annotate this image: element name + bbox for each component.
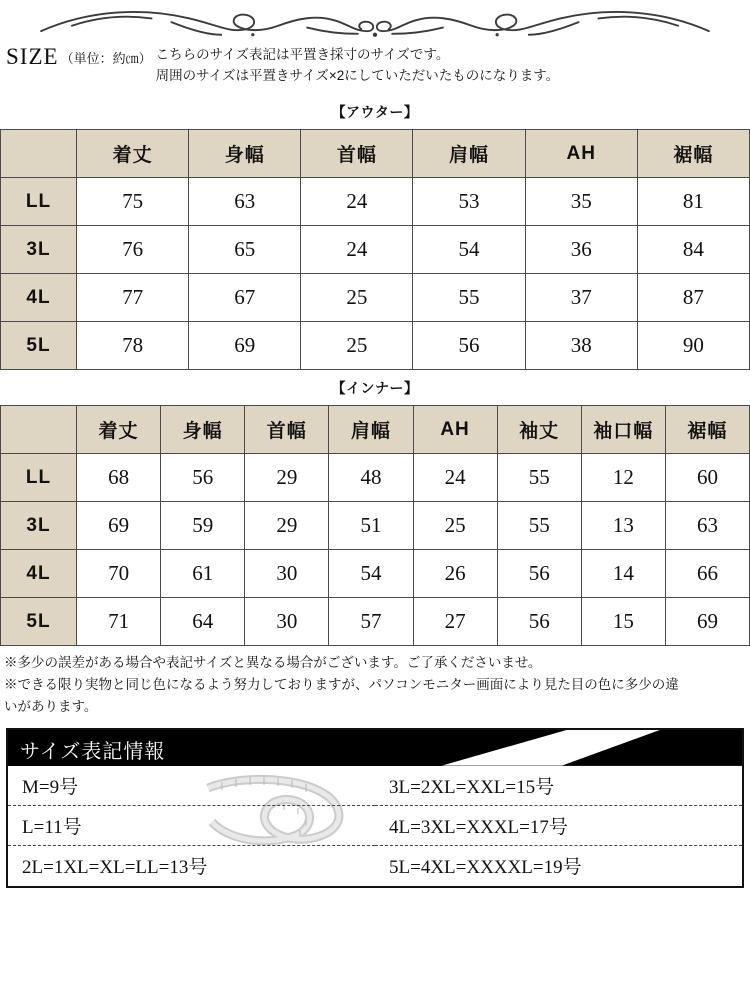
inner-cell: 13 — [581, 502, 665, 550]
info-item: L=11号 — [8, 806, 375, 846]
info-item: 5L=4XL=XXXXL=19号 — [389, 857, 582, 879]
size-title-group — [0, 44, 152, 70]
inner-cell: 71 — [77, 598, 161, 646]
outer-cell: 37 — [525, 274, 637, 322]
outer-header-cell: 裾幅 — [637, 130, 749, 178]
info-column-left — [8, 766, 375, 886]
inner-cell: 29 — [245, 454, 329, 502]
outer-cell: 55 — [413, 274, 525, 322]
outer-cell: 24 — [301, 226, 413, 274]
inner-cell: 54 — [329, 550, 413, 598]
inner-header-cell: 首幅 — [245, 406, 329, 454]
info-box-grid — [8, 766, 742, 886]
inner-cell: 26 — [413, 550, 497, 598]
outer-header-cell: 身幅 — [189, 130, 301, 178]
inner-header-cell: 肩幅 — [329, 406, 413, 454]
outer-row-size: 5L — [1, 322, 77, 370]
outer-cell: 25 — [301, 274, 413, 322]
info-item: 2L=1XL=XL=LL=13号 — [22, 857, 208, 879]
inner-header-cell: 袖丈 — [497, 406, 581, 454]
table-row — [1, 226, 750, 274]
header-note-line-1: こちらのサイズ表記は平置き採寸のサイズです。 — [155, 47, 450, 62]
outer-row-size: LL — [1, 178, 77, 226]
info-box-title: サイズ表記情報 — [20, 740, 166, 763]
inner-cell: 30 — [245, 550, 329, 598]
table-row — [1, 598, 750, 646]
disclaimer-notes — [0, 646, 750, 718]
outer-cell: 56 — [413, 322, 525, 370]
outer-header-cell: 着丈 — [77, 130, 189, 178]
inner-cell: 59 — [161, 502, 245, 550]
outer-cell: 63 — [189, 178, 301, 226]
header-notes — [152, 44, 750, 87]
inner-header-cell: 着丈 — [77, 406, 161, 454]
inner-cell: 55 — [497, 502, 581, 550]
outer-header-cell: 肩幅 — [413, 130, 525, 178]
table-header-row — [1, 130, 750, 178]
inner-cell: 68 — [77, 454, 161, 502]
inner-cell: 27 — [413, 598, 497, 646]
outer-cell: 38 — [525, 322, 637, 370]
inner-cell: 12 — [581, 454, 665, 502]
header-note-line-2: 周囲のサイズは平置きサイズ×2にしていただいたものになります。 — [155, 67, 560, 83]
outer-cell: 36 — [525, 226, 637, 274]
unit-label: （単位：約㎝） — [60, 51, 152, 66]
outer-cell: 35 — [525, 178, 637, 226]
inner-cell: 24 — [413, 454, 497, 502]
inner-section-caption: 【インナー】 — [331, 380, 419, 396]
size-notation-info-box — [6, 728, 744, 888]
outer-header-cell: 首幅 — [301, 130, 413, 178]
note-line-3: いがあります。 — [4, 698, 98, 714]
inner-cell: 56 — [497, 598, 581, 646]
note-line-2: ※できる限り実物と同じ色になるよう努力しておりますが、パソコンモニター画面により見た目の色に多少の違 — [4, 676, 679, 692]
outer-cell: 90 — [637, 322, 749, 370]
info-box-title-bar — [8, 730, 742, 766]
table-row — [1, 502, 750, 550]
inner-row-size: 4L — [1, 550, 77, 598]
info-item: M=9号 — [8, 766, 375, 806]
outer-cell: 67 — [189, 274, 301, 322]
outer-cell: 65 — [189, 226, 301, 274]
page-title: SIZE — [6, 44, 59, 69]
table-row — [1, 178, 750, 226]
note-line-1: ※多少の誤差がある場合や表記サイズと異なる場合がございます。ご了承くださいませ。 — [4, 655, 542, 670]
outer-cell: 75 — [77, 178, 189, 226]
outer-cell: 81 — [637, 178, 749, 226]
info-column-right — [375, 766, 742, 886]
inner-header-cell: AH — [413, 406, 497, 454]
table-row — [1, 454, 750, 502]
inner-cell: 56 — [161, 454, 245, 502]
inner-header-corner — [1, 406, 77, 454]
outer-cell: 76 — [77, 226, 189, 274]
outer-cell: 54 — [413, 226, 525, 274]
inner-cell: 66 — [665, 550, 749, 598]
inner-cell: 25 — [413, 502, 497, 550]
outer-section-caption: 【アウター】 — [331, 104, 419, 120]
table-header-row — [1, 406, 750, 454]
outer-cell: 87 — [637, 274, 749, 322]
outer-cell: 77 — [77, 274, 189, 322]
inner-row-size: 3L — [1, 502, 77, 550]
inner-cell: 60 — [665, 454, 749, 502]
inner-cell: 51 — [329, 502, 413, 550]
inner-cell: 64 — [161, 598, 245, 646]
outer-cell: 24 — [301, 178, 413, 226]
inner-cell: 56 — [497, 550, 581, 598]
inner-cell: 69 — [665, 598, 749, 646]
outer-cell: 25 — [301, 322, 413, 370]
outer-header-cell: AH — [525, 130, 637, 178]
ornament-divider — [0, 0, 750, 42]
inner-header-cell: 身幅 — [161, 406, 245, 454]
outer-size-table — [0, 129, 750, 370]
inner-cell: 57 — [329, 598, 413, 646]
info-item: 4L=3XL=XXXL=17号 — [375, 806, 742, 846]
outer-cell: 69 — [189, 322, 301, 370]
inner-cell: 30 — [245, 598, 329, 646]
inner-cell: 29 — [245, 502, 329, 550]
table-row — [1, 550, 750, 598]
inner-cell: 61 — [161, 550, 245, 598]
table-row — [1, 322, 750, 370]
inner-cell: 70 — [77, 550, 161, 598]
inner-cell: 15 — [581, 598, 665, 646]
outer-row-size: 4L — [1, 274, 77, 322]
size-header — [0, 42, 750, 94]
inner-size-table — [0, 405, 750, 646]
inner-row-size: 5L — [1, 598, 77, 646]
inner-header-cell: 袖口幅 — [581, 406, 665, 454]
inner-cell: 14 — [581, 550, 665, 598]
outer-header-corner — [1, 130, 77, 178]
outer-cell: 78 — [77, 322, 189, 370]
outer-row-size: 3L — [1, 226, 77, 274]
inner-row-size: LL — [1, 454, 77, 502]
inner-header-cell: 裾幅 — [665, 406, 749, 454]
inner-cell: 55 — [497, 454, 581, 502]
inner-cell: 63 — [665, 502, 749, 550]
table-row — [1, 274, 750, 322]
info-item: 3L=2XL=XXL=15号 — [375, 766, 742, 806]
outer-cell: 84 — [637, 226, 749, 274]
inner-cell: 48 — [329, 454, 413, 502]
outer-cell: 53 — [413, 178, 525, 226]
inner-cell: 69 — [77, 502, 161, 550]
